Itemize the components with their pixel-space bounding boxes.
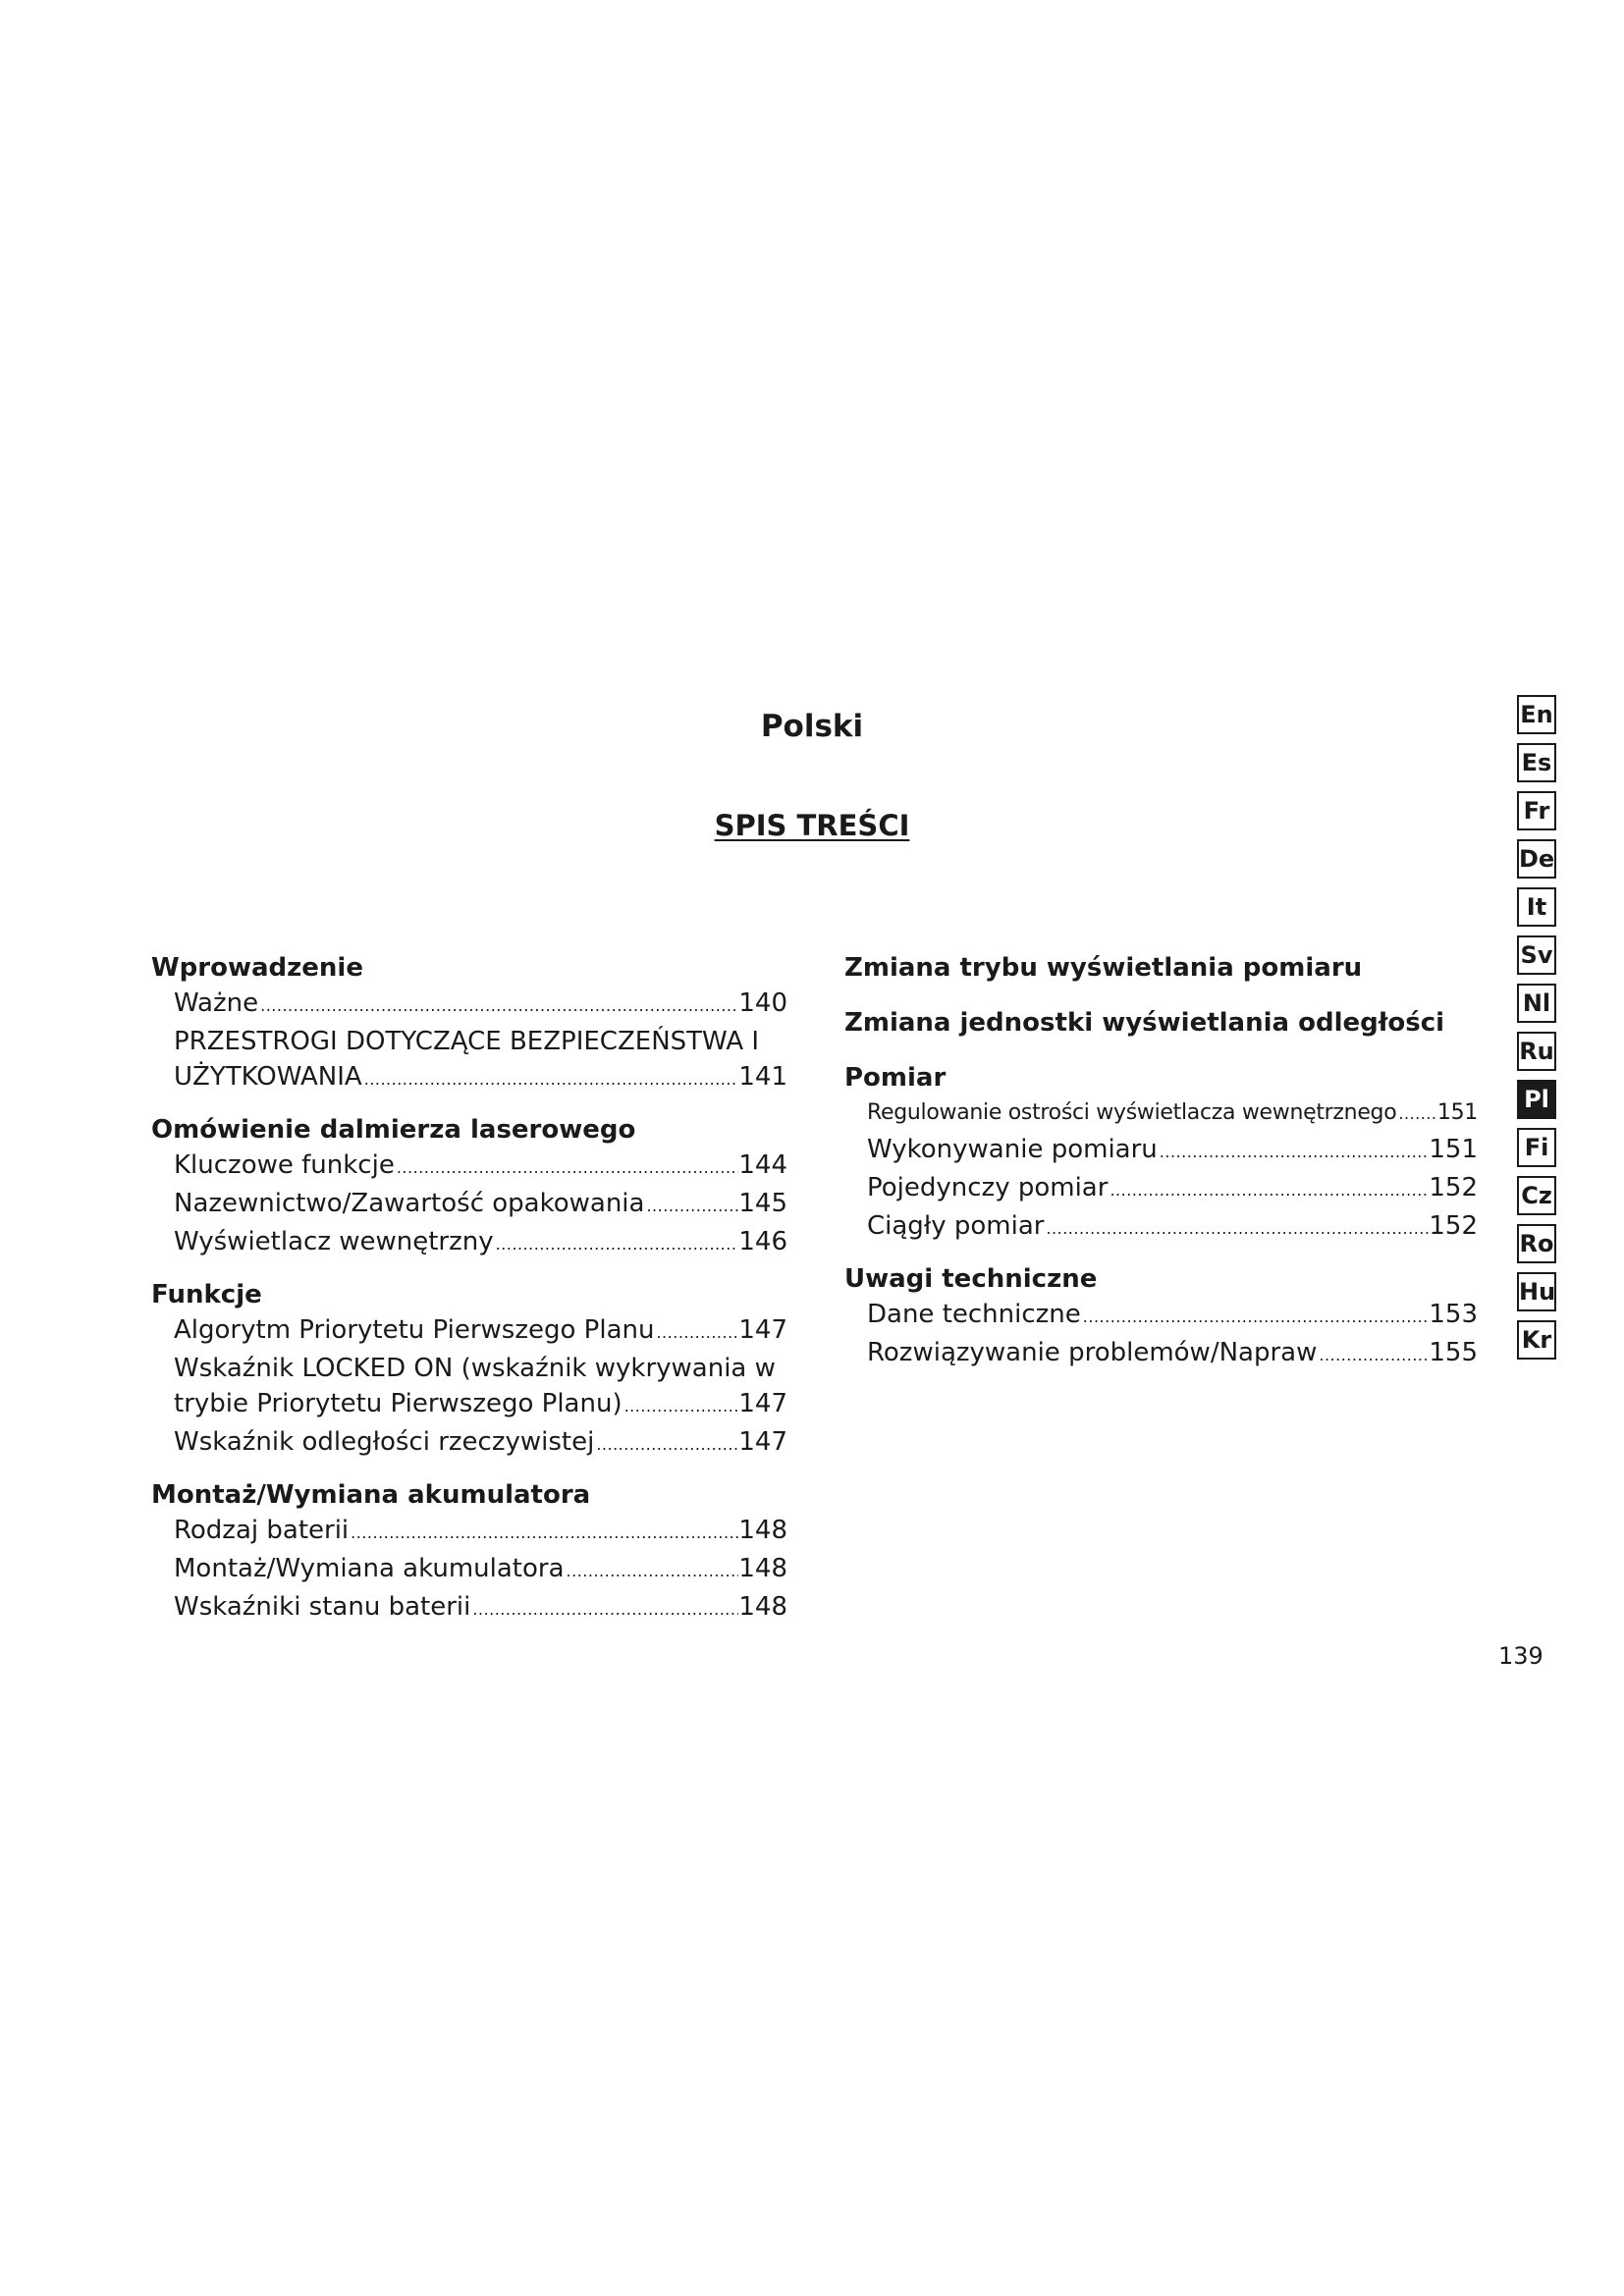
- toc-entry-page: 145: [738, 1189, 787, 1218]
- toc-entry-label: Wskaźnik odległości rzeczywistej: [174, 1427, 595, 1457]
- dot-leader: [623, 1389, 739, 1424]
- toc-section: [151, 1112, 787, 1262]
- dot-leader: [1158, 1135, 1430, 1170]
- dot-leader: [565, 1554, 739, 1589]
- dot-leader: [594, 1427, 738, 1463]
- toc-section: [844, 1005, 1478, 1041]
- toc-section: [151, 1477, 787, 1628]
- toc-section-title[interactable]: Zmiana trybu wyświetlania pomiaru: [844, 953, 1363, 983]
- dot-leader: [1317, 1338, 1429, 1373]
- toc-entry-label: Montaż/Wymiana akumulatora: [174, 1554, 565, 1583]
- toc-section-title: Pomiar: [844, 1063, 947, 1093]
- dot-leader: [395, 1150, 739, 1186]
- toc-entry[interactable]: [151, 986, 787, 1024]
- toc-entry-page: 148: [738, 1554, 787, 1583]
- language-tab-nl[interactable]: Nl: [1517, 984, 1556, 1023]
- dot-leader: [1081, 1300, 1430, 1335]
- dot-leader: [362, 1062, 739, 1097]
- language-tab-ro[interactable]: Ro: [1517, 1224, 1556, 1263]
- dot-leader: [644, 1189, 738, 1224]
- language-tab-fi[interactable]: Fi: [1517, 1128, 1556, 1167]
- toc-section-title[interactable]: Zmiana jednostki wyświetlania odległości: [844, 1008, 1445, 1038]
- language-tab-ru[interactable]: Ru: [1517, 1032, 1556, 1071]
- toc-entry[interactable]: [151, 1024, 787, 1059]
- toc-entry-page: 155: [1429, 1338, 1478, 1367]
- toc-entry-page: 151: [1429, 1135, 1478, 1164]
- dot-leader: [494, 1227, 739, 1262]
- toc-section-title: Uwagi techniczne: [844, 1264, 1098, 1294]
- language-tab-it[interactable]: It: [1517, 887, 1556, 927]
- toc-entry-page: 144: [738, 1150, 787, 1180]
- language-tab-en[interactable]: En: [1517, 695, 1556, 734]
- toc-section-title: Wprowadzenie: [151, 953, 363, 983]
- language-title: Polski: [760, 709, 864, 744]
- toc-entry[interactable]: [844, 1132, 1478, 1170]
- toc-entry-page: 146: [738, 1227, 787, 1256]
- toc-entry[interactable]: [151, 1312, 787, 1351]
- toc-right-column: [844, 950, 1478, 1388]
- toc-entry[interactable]: [151, 1589, 787, 1628]
- toc-entry-label: Wskaźniki stanu baterii: [174, 1592, 471, 1622]
- toc-entry-page: 140: [738, 988, 787, 1018]
- dot-leader: [1108, 1173, 1429, 1208]
- toc-entry-label: Ważne: [174, 988, 259, 1018]
- toc-section-title: Funkcje: [151, 1280, 262, 1309]
- toc-entry[interactable]: [151, 1424, 787, 1463]
- toc-entry[interactable]: [151, 1513, 787, 1551]
- toc-section-title: Omówienie dalmierza laserowego: [151, 1115, 636, 1145]
- language-tab-sv[interactable]: Sv: [1517, 935, 1556, 975]
- dot-leader: [470, 1592, 738, 1628]
- toc-entry-label: Dane techniczne: [867, 1300, 1081, 1329]
- toc-entry-label: Ciągły pomiar: [867, 1211, 1045, 1241]
- toc-entry-label: Wykonywanie pomiaru: [867, 1135, 1158, 1164]
- dot-leader: [654, 1315, 738, 1351]
- toc-entry[interactable]: [844, 1208, 1478, 1247]
- toc-section: [844, 950, 1478, 986]
- toc-entry-page: 147: [738, 1427, 787, 1457]
- toc-entry-label: Regulowanie ostrości wyświetlacza wewnętrznego: [867, 1100, 1397, 1125]
- toc-entry-page: 148: [738, 1516, 787, 1545]
- toc-entry[interactable]: [844, 1170, 1478, 1208]
- toc-section: [151, 950, 787, 1097]
- toc-entry-label: Wskaźnik LOCKED ON (wskaźnik wykrywania w: [174, 1354, 776, 1383]
- toc-entry-label: trybie Priorytetu Pierwszego Planu): [174, 1389, 623, 1418]
- toc-entry-label: Kluczowe funkcje: [174, 1150, 395, 1180]
- toc-entry[interactable]: [151, 1186, 787, 1224]
- language-tab-es[interactable]: Es: [1517, 743, 1556, 782]
- dot-leader: [258, 988, 738, 1024]
- language-tab-hu[interactable]: Hu: [1517, 1272, 1556, 1311]
- toc-entry-page: 147: [738, 1315, 787, 1345]
- toc-section: [844, 1261, 1478, 1373]
- toc-entry-label: Nazewnictwo/Zawartość opakowania: [174, 1189, 645, 1218]
- toc-section-title: Montaż/Wymiana akumulatora: [151, 1480, 591, 1510]
- toc-entry[interactable]: [844, 1335, 1478, 1373]
- toc-entry-page: 151: [1436, 1100, 1478, 1125]
- language-tab-kr[interactable]: Kr: [1517, 1320, 1556, 1360]
- toc-entry-label: UŻYTKOWANIA: [174, 1062, 362, 1092]
- toc-entry[interactable]: [844, 1297, 1478, 1335]
- toc-entry-page: 141: [738, 1062, 787, 1092]
- toc-entry-label: Rodzaj baterii: [174, 1516, 350, 1545]
- toc-left-column: [151, 950, 787, 1642]
- toc-entry-label: Algorytm Priorytetu Pierwszego Planu: [174, 1315, 655, 1345]
- toc-entry-label: PRZESTROGI DOTYCZĄCE BEZPIECZEŃSTWA I: [174, 1027, 760, 1056]
- toc-section: [844, 1060, 1478, 1247]
- toc-entry[interactable]: [151, 1386, 787, 1424]
- toc-entry-page: 153: [1429, 1300, 1478, 1329]
- toc-entry-label: Wyświetlacz wewnętrzny: [174, 1227, 494, 1256]
- toc-entry[interactable]: [151, 1059, 787, 1097]
- toc-entry[interactable]: [151, 1224, 787, 1262]
- dot-leader: [349, 1516, 738, 1551]
- toc-entry[interactable]: [151, 1351, 787, 1386]
- toc-entry[interactable]: [151, 1148, 787, 1186]
- toc-title: SPIS TREŚCI: [714, 809, 910, 842]
- page-number: 139: [1498, 1642, 1543, 1670]
- dot-leader: [1396, 1096, 1437, 1132]
- language-tabs: [1517, 695, 1556, 1368]
- toc-entry[interactable]: [151, 1551, 787, 1589]
- toc-entry-page: 148: [738, 1592, 787, 1622]
- language-tab-pl[interactable]: Pl: [1517, 1080, 1556, 1119]
- toc-entry-label: Pojedynczy pomiar: [867, 1173, 1109, 1202]
- toc-entry-label: Rozwiązywanie problemów/Napraw: [867, 1338, 1318, 1367]
- dot-leader: [1044, 1211, 1429, 1247]
- toc-entry-page: 152: [1429, 1173, 1478, 1202]
- language-tab-cz[interactable]: Cz: [1517, 1176, 1556, 1215]
- toc-entry-page: 147: [738, 1389, 787, 1418]
- toc-entry[interactable]: [844, 1095, 1478, 1132]
- toc-section: [151, 1277, 787, 1463]
- toc-entry-page: 152: [1429, 1211, 1478, 1241]
- language-tab-de[interactable]: De: [1517, 839, 1556, 879]
- language-tab-fr[interactable]: Fr: [1517, 791, 1556, 830]
